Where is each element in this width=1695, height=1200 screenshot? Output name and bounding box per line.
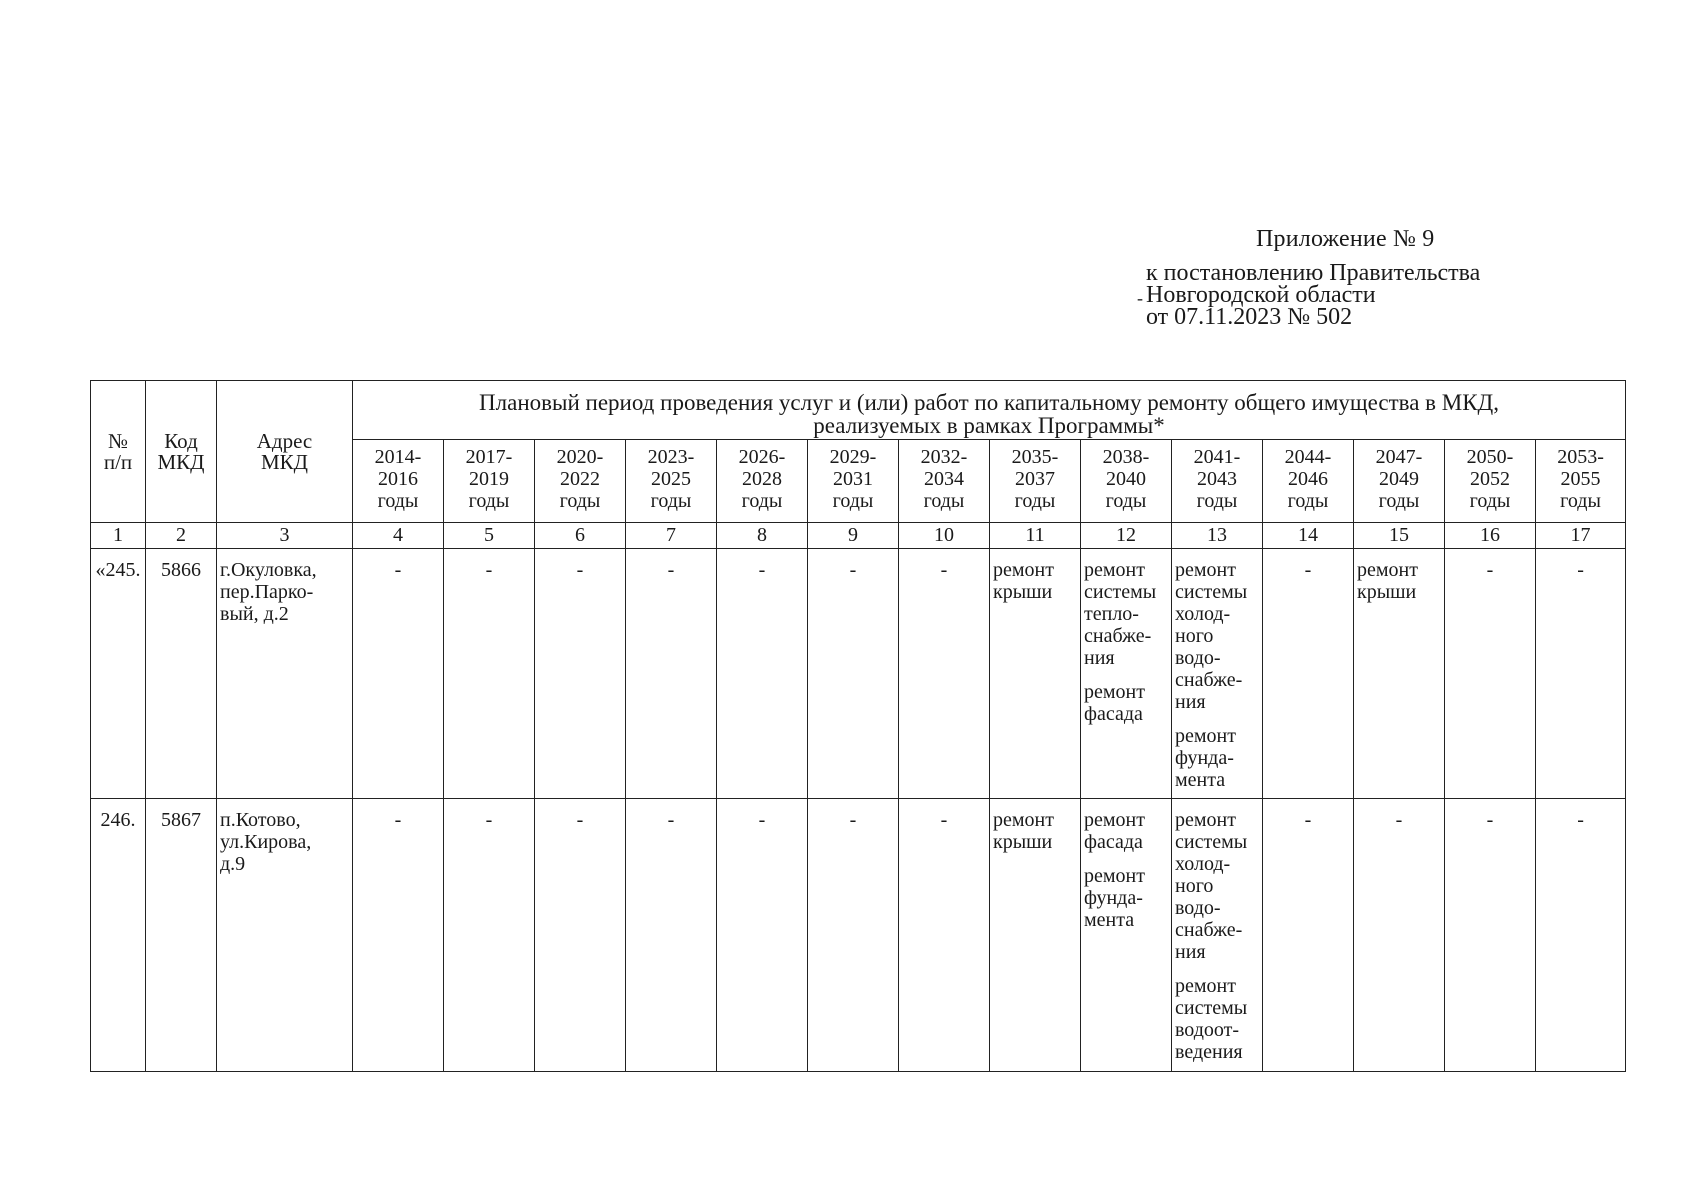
no-work-dash: - — [485, 558, 493, 581]
period-years: 2020- 2022 — [556, 446, 604, 490]
period-cell — [1081, 799, 1172, 1072]
period-header-cell — [1172, 440, 1263, 523]
period-cell — [535, 799, 626, 1072]
no-work-dash: - — [940, 558, 948, 581]
period-years: 2053- 2055 — [1557, 446, 1604, 490]
period-cell — [899, 799, 990, 1072]
period-years: 2032- 2034 — [920, 446, 968, 490]
column-number-cell: 15 — [1354, 523, 1445, 549]
period-cell — [899, 548, 990, 798]
house-address: п.Котово, ул.Кирова, д.9 — [217, 799, 353, 1072]
period-cell — [444, 548, 535, 798]
period-header-cell — [626, 440, 717, 523]
period-header-cell — [1081, 440, 1172, 523]
no-work-dash: - — [485, 809, 493, 832]
work-item: ремонт системы водоот- ведения — [1175, 975, 1248, 1064]
appendix-title: Приложение № 9 — [1256, 226, 1435, 252]
house-code: 5866 — [146, 548, 217, 798]
period-cell — [1536, 799, 1626, 1072]
period-header-cell — [353, 440, 444, 523]
column-number-cell: 6 — [535, 523, 626, 549]
no-work-dash: - — [576, 809, 584, 832]
stray-mark: - — [1137, 288, 1143, 308]
work-item: ремонт фунда- мента — [1175, 724, 1236, 791]
period-word: годы — [1287, 490, 1329, 512]
no-work-dash: - — [849, 558, 857, 581]
period-cell — [1172, 799, 1263, 1072]
period-cell — [717, 799, 808, 1072]
period-word: годы — [377, 490, 419, 512]
row-number: 246. — [91, 799, 146, 1072]
period-word: годы — [1469, 490, 1511, 512]
no-work-dash: - — [394, 558, 402, 581]
column-number-cell: 9 — [808, 523, 899, 549]
period-word: годы — [1105, 490, 1147, 512]
column-number-cell: 2 — [146, 523, 217, 549]
period-years: 2038- 2040 — [1102, 446, 1150, 490]
period-years: 2014- 2016 — [374, 446, 422, 490]
period-years: 2044- 2046 — [1284, 446, 1332, 490]
period-word: годы — [741, 490, 783, 512]
column-number-cell: 1 — [91, 523, 146, 549]
period-header: Плановый период проведения услуг и (или) работ по капитальному ремонту общего имущества в МКД, реализуемых в рамках Программы* — [353, 381, 1626, 440]
col-header-address: Адрес МКД — [217, 381, 353, 523]
column-number-cell: 13 — [1172, 523, 1263, 549]
period-years: 2017- 2019 — [465, 446, 513, 490]
period-word: годы — [1014, 490, 1056, 512]
work-item: ремонт крыши — [993, 558, 1054, 603]
period-header-cell — [808, 440, 899, 523]
column-number-cell: 5 — [444, 523, 535, 549]
decree-line-2: Новгородской области — [1146, 282, 1376, 308]
table-row — [91, 799, 1626, 1072]
work-item: ремонт системы тепло- снабже- ния — [1084, 558, 1157, 669]
period-cell — [626, 548, 717, 798]
period-cell — [1445, 548, 1536, 798]
period-cell — [444, 799, 535, 1072]
period-word: годы — [1196, 490, 1238, 512]
no-work-dash: - — [758, 558, 766, 581]
col-header-no: № п/п — [91, 381, 146, 523]
no-work-dash: - — [667, 558, 675, 581]
no-work-dash: - — [667, 809, 675, 832]
period-word: годы — [468, 490, 510, 512]
decree-line-1: к постановлению Правительства — [1146, 260, 1481, 286]
column-number-cell: 14 — [1263, 523, 1354, 549]
period-years: 2035- 2037 — [1011, 446, 1059, 490]
column-number-cell: 7 — [626, 523, 717, 549]
work-item: ремонт фасада — [1084, 809, 1145, 854]
work-item: ремонт крыши — [993, 809, 1054, 854]
work-item: ремонт крыши — [1357, 558, 1418, 603]
work-item: ремонт фунда- мента — [1084, 865, 1145, 932]
column-number-cell: 3 — [217, 523, 353, 549]
column-number-cell: 4 — [353, 523, 444, 549]
no-work-dash: - — [1304, 558, 1312, 581]
column-number-cell: 17 — [1536, 523, 1626, 549]
period-word: годы — [923, 490, 965, 512]
period-years: 2050- 2052 — [1466, 446, 1514, 490]
period-cell — [535, 548, 626, 798]
period-header-cell — [1536, 440, 1626, 523]
period-header-cell — [990, 440, 1081, 523]
period-header-cell — [899, 440, 990, 523]
column-number-cell: 16 — [1445, 523, 1536, 549]
period-years: 2023- 2025 — [647, 446, 695, 490]
period-header-cell — [1445, 440, 1536, 523]
period-word: годы — [1560, 490, 1601, 512]
no-work-dash: - — [1395, 809, 1403, 832]
period-cell — [1354, 799, 1445, 1072]
period-cell — [1172, 548, 1263, 798]
document-header — [1146, 228, 1566, 328]
work-item: ремонт системы холод- ного водо- снабже- ния — [1175, 558, 1248, 713]
period-word: годы — [559, 490, 601, 512]
period-header-cell — [1354, 440, 1445, 523]
column-number-row — [91, 523, 1626, 549]
no-work-dash: - — [940, 809, 948, 832]
period-cell — [1263, 799, 1354, 1072]
period-cell — [808, 548, 899, 798]
no-work-dash: - — [849, 809, 857, 832]
no-work-dash: - — [1486, 558, 1494, 581]
column-number-cell: 8 — [717, 523, 808, 549]
period-cell — [1354, 548, 1445, 798]
decree-line-3: от 07.11.2023 № 502 — [1146, 304, 1353, 330]
period-header-cell — [535, 440, 626, 523]
period-cell — [1263, 548, 1354, 798]
period-cell — [1081, 548, 1172, 798]
period-word: годы — [832, 490, 874, 512]
period-cell — [353, 548, 444, 798]
row-number: «245. — [91, 548, 146, 798]
period-cell — [990, 799, 1081, 1072]
period-header-cell — [444, 440, 535, 523]
no-work-dash: - — [394, 809, 402, 832]
period-cell — [717, 548, 808, 798]
period-years: 2041- 2043 — [1193, 446, 1241, 490]
period-cell — [990, 548, 1081, 798]
no-work-dash: - — [1304, 809, 1312, 832]
table-row — [91, 548, 1626, 798]
no-work-dash: - — [1577, 809, 1584, 832]
period-header-cell — [717, 440, 808, 523]
period-cell — [626, 799, 717, 1072]
column-number-cell: 10 — [899, 523, 990, 549]
period-years: 2026- 2028 — [738, 446, 786, 490]
no-work-dash: - — [576, 558, 584, 581]
column-number-cell: 12 — [1081, 523, 1172, 549]
house-code: 5867 — [146, 799, 217, 1072]
col-header-code: Код МКД — [146, 381, 217, 523]
house-address: г.Окуловка, пер.Парко- вый, д.2 — [217, 548, 353, 798]
period-cell — [808, 799, 899, 1072]
no-work-dash: - — [758, 809, 766, 832]
work-item: ремонт фасада — [1084, 680, 1145, 725]
period-cell — [353, 799, 444, 1072]
repair-schedule-table — [90, 380, 1626, 1072]
period-word: годы — [650, 490, 692, 512]
no-work-dash: - — [1577, 558, 1584, 581]
period-cell — [1445, 799, 1536, 1072]
work-item: ремонт системы холод- ного водо- снабже- ния — [1175, 809, 1248, 964]
column-number-cell: 11 — [990, 523, 1081, 549]
period-years: 2047- 2049 — [1375, 446, 1423, 490]
period-header-cell — [1263, 440, 1354, 523]
no-work-dash: - — [1486, 809, 1494, 832]
period-word: годы — [1378, 490, 1420, 512]
period-cell — [1536, 548, 1626, 798]
period-years: 2029- 2031 — [829, 446, 877, 490]
